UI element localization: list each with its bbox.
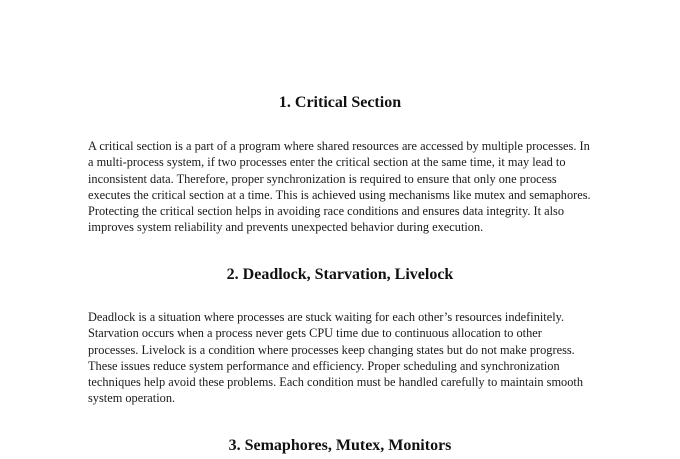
section-title-deadlock-starvation-livelock: 2. Deadlock, Starvation, Livelock xyxy=(226,266,454,283)
section-title-critical-section: 1. Critical Section xyxy=(278,94,402,111)
section-body-deadlock-starvation-livelock: Deadlock is a situation where processes are stuck waiting for each other’s resources indefinitely. Starvation occurs when a process never gets CPU time due to continuous allocation to other processes. Livelock is a condition where processes keep changing states but do not make progress. These issues reduce system performance and efficiency. Proper scheduling and synchronization techniques help avoid these problems. Each condition must be handled carefully to maintain smooth system operation. xyxy=(88,310,583,406)
section-body-critical-section: A critical section is a part of a program where shared resources are accessed by multiple processes. In a multi-process system, if two processes enter the critical section at the same time, it may lead to inconsistent data. Therefore, proper synchronization is required to ensure that only one process executes the critical section at a time. This is achieved using mechanisms like mutex and semaphores. Protecting the critical section helps in avoiding race conditions and ensures data integrity. It also improves system reliability and prevents unexpected behavior during execution. xyxy=(88,139,591,235)
section-title-semaphores-mutex-monitors: 3. Semaphores, Mutex, Monitors xyxy=(228,437,452,454)
